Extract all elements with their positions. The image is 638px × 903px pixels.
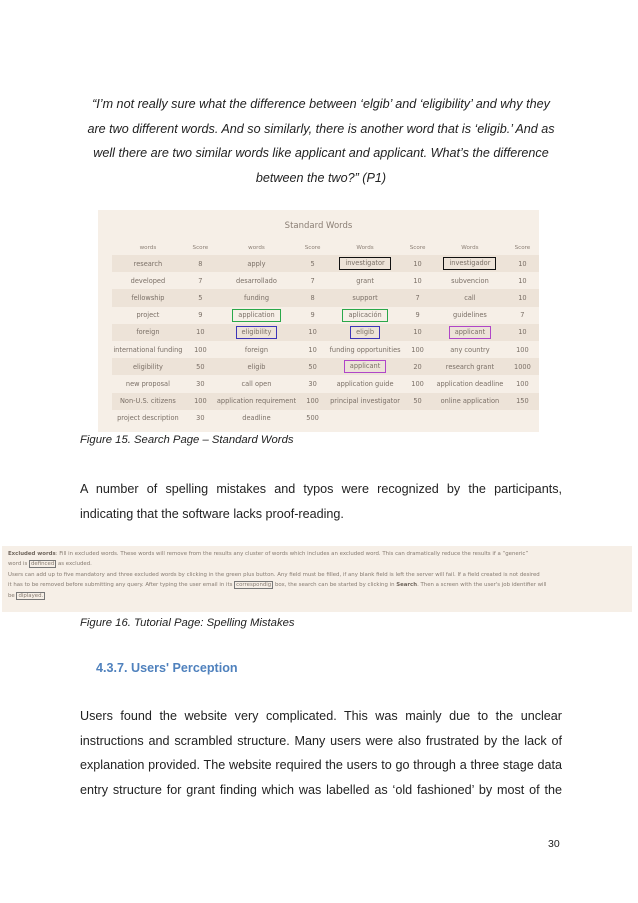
- table-cell: [401, 410, 434, 427]
- table-cell-highlighted: [434, 324, 506, 341]
- table-cell: eligibility: [112, 358, 184, 375]
- table-cell: call: [434, 289, 506, 306]
- tutorial-line: [8, 580, 626, 590]
- table-cell: 50: [184, 358, 217, 375]
- table-cell: Non-U.S. citizens: [112, 393, 184, 410]
- table-cell: 10: [184, 324, 217, 341]
- table-cell-highlighted: [329, 307, 401, 324]
- table-cell: 5: [296, 255, 329, 272]
- table-cell: application requirement: [217, 393, 296, 410]
- excluded-words-label: Excluded words: [8, 551, 56, 557]
- participant-quote: [80, 92, 562, 190]
- black-highlight-box: investigador: [443, 257, 496, 270]
- table-cell: deadline: [242, 414, 271, 423]
- table-cell: 10: [518, 276, 527, 285]
- table-row: [112, 324, 539, 341]
- standard-words-title: Standard Words: [284, 221, 353, 231]
- table-cell: 10: [308, 345, 317, 354]
- table-cell-highlighted: [217, 307, 296, 324]
- tutorial-text: word is: [8, 561, 29, 568]
- table-cell: [434, 410, 506, 427]
- table-cell: 10: [401, 255, 434, 272]
- column-header: Words: [461, 245, 479, 251]
- table-cell-highlighted: [329, 255, 401, 272]
- purple-highlight-box: applicant: [344, 360, 387, 373]
- paragraph-line: Users found the website very complicated. This was mainly due to the unclear: [80, 709, 562, 723]
- tutorial-text: . Then a screen with the user's job identifier will: [417, 582, 547, 589]
- table-cell: 100: [411, 345, 424, 354]
- table-row: [112, 307, 539, 324]
- table-cell: 1000: [506, 358, 539, 375]
- table-cell-highlighted: [329, 324, 401, 341]
- table-cell: 50: [296, 358, 329, 375]
- table-cell: 7: [520, 311, 525, 320]
- table-cell: grant: [356, 276, 374, 285]
- spelling-mistake-box: correspondig: [236, 582, 272, 589]
- table-cell: 30: [196, 414, 205, 423]
- table-cell-highlighted: [434, 255, 506, 272]
- figure-16-tutorial-page: [2, 546, 632, 612]
- table-cell: 10: [506, 255, 539, 272]
- table-cell: guidelines: [453, 311, 487, 320]
- table-cell: 7: [401, 289, 434, 306]
- table-cell: 10: [506, 324, 539, 341]
- quote-line: between the two?” (P1): [255, 170, 387, 185]
- column-header: words: [248, 245, 265, 251]
- table-cell: research: [112, 255, 184, 272]
- table-cell: 100: [411, 379, 424, 388]
- column-header: Score: [409, 245, 426, 251]
- table-cell: 30: [308, 379, 317, 388]
- table-cell: principal investigator: [329, 393, 401, 410]
- tutorial-text: : Fill in excluded words. These words will remove from the results any cluster of words which includes an excluded word. This can dramatically reduce the results if a “generic”: [55, 551, 529, 557]
- table-cell: call open: [241, 379, 272, 388]
- black-highlight-box: investigator: [339, 257, 390, 270]
- table-cell: 30: [196, 379, 205, 388]
- table-cell: 7: [198, 276, 203, 285]
- paragraph-line: instructions and scrambled structure. Many users were also frustrated by the lack of: [80, 733, 562, 748]
- paragraph-line: A number of spelling mistakes and typos were recognized by the participants,: [80, 482, 562, 496]
- figure-16-caption: Figure 16. Tutorial Page: Spelling Mistakes: [80, 617, 295, 629]
- table-cell-highlighted: [217, 324, 296, 341]
- table-cell-highlighted: [329, 358, 401, 375]
- table-cell: new proposal: [125, 379, 170, 388]
- table-cell: 10: [401, 324, 434, 341]
- table-cell: 150: [506, 393, 539, 410]
- paragraph-line: indicating that the software lacks proof-reading.: [80, 506, 344, 521]
- paragraph-line: entry structure for grant finding which was labelled as ‘old fashioned’ by most of the: [80, 782, 562, 797]
- figure-15-caption: Figure 15. Search Page – Standard Words: [80, 434, 294, 446]
- table-cell: 100: [184, 393, 217, 410]
- table-cell: online application: [434, 393, 506, 410]
- table-cell: desarrollado: [236, 276, 277, 285]
- table-cell: support: [329, 289, 401, 306]
- spelling-mistake-box: diplayed.: [18, 592, 44, 599]
- table-cell: [506, 410, 539, 427]
- tutorial-line: [8, 549, 626, 559]
- table-row: [112, 289, 539, 306]
- table-row: [112, 272, 539, 289]
- column-header: Score: [304, 245, 321, 251]
- table-cell: subvencion: [451, 276, 489, 285]
- tutorial-text: box, the search can be started by clicking in: [273, 582, 397, 589]
- purple-highlight-box: applicant: [449, 326, 492, 339]
- table-cell: 10: [413, 276, 422, 285]
- table-row: [112, 410, 539, 427]
- table-cell: application deadline: [436, 379, 504, 388]
- search-keyword: Search: [396, 582, 418, 589]
- page-number: 30: [548, 838, 560, 850]
- column-header: words: [139, 245, 157, 251]
- table-cell: foreign: [112, 324, 184, 341]
- standard-words-table: [112, 241, 539, 427]
- table-cell: 5: [184, 289, 217, 306]
- paragraph-spelling-mistakes: [80, 477, 562, 526]
- table-cell: apply: [217, 255, 296, 272]
- table-cell: research grant: [434, 358, 506, 375]
- column-header: Score: [514, 245, 531, 251]
- table-cell: 8: [184, 255, 217, 272]
- figure-15-standard-words: [98, 210, 539, 432]
- tutorial-text: be: [8, 592, 17, 599]
- table-cell: 10: [506, 289, 539, 306]
- section-heading: 4.3.7. Users' Perception: [96, 661, 238, 675]
- table-row: [112, 358, 539, 375]
- table-cell: 7: [310, 276, 315, 285]
- table-row: [112, 255, 539, 272]
- tutorial-text: it has to be removed before submitting any query. After typing the user email in its: [8, 582, 235, 589]
- tutorial-line: Users can add up to five mandatory and three excluded words by clicking in the green plus button. Any field must be filled, if any blank field is left the server will fail. If a field created is not desired: [8, 571, 540, 578]
- table-cell: funding opportunities: [329, 345, 401, 354]
- table-cell: project: [136, 311, 160, 320]
- table-cell: project description: [117, 414, 179, 423]
- table-cell: 20: [401, 358, 434, 375]
- table-cell: 10: [296, 324, 329, 341]
- table-cell: 8: [296, 289, 329, 306]
- table-row: [112, 341, 539, 358]
- table-row: [112, 393, 539, 410]
- table-cell: funding: [217, 289, 296, 306]
- table-cell: 9: [198, 311, 203, 320]
- table-cell: 100: [516, 345, 529, 354]
- tutorial-text: as excluded.: [56, 561, 92, 568]
- table-cell: fellowship: [112, 289, 184, 306]
- table-cell: 9: [310, 311, 315, 320]
- quote-line: “I’m not really sure what the difference between ‘elgib’ and ‘eligibility’ and why they: [92, 97, 550, 111]
- table-cell: 100: [516, 379, 529, 388]
- table-cell: eligib: [217, 358, 296, 375]
- column-header: Score: [192, 245, 209, 251]
- table-cell: 100: [194, 345, 207, 354]
- table-cell: application guide: [336, 379, 394, 388]
- table-cell: [329, 410, 401, 427]
- table-row: [112, 375, 539, 392]
- tutorial-line: [8, 559, 626, 569]
- green-highlight-box: application: [232, 309, 280, 322]
- paragraph-users-perception: [80, 704, 562, 802]
- table-cell: 100: [296, 393, 329, 410]
- spelling-mistake-box: definced: [30, 561, 55, 568]
- column-header: Words: [356, 245, 374, 251]
- table-cell: any country: [450, 345, 490, 354]
- table-cell: international funding: [113, 345, 183, 354]
- table-cell: developed: [130, 276, 166, 285]
- table-cell: 500: [306, 414, 319, 423]
- quote-line: well there are two similar words like applicant and applicant. What’s the difference: [93, 146, 549, 160]
- blue-highlight-box: eligib: [350, 326, 380, 339]
- table-cell: 9: [415, 311, 420, 320]
- quote-line: are two different words. And so similarly, there is another word that is ‘eligib.’ And as: [87, 121, 555, 136]
- table-header-row: [112, 241, 539, 255]
- table-cell: foreign: [244, 345, 269, 354]
- green-highlight-box: aplicación: [342, 309, 387, 322]
- paragraph-line: explanation provided. The website required the users to go through a three stage data: [80, 758, 562, 772]
- tutorial-line: [8, 591, 626, 601]
- blue-highlight-box: eligibility: [236, 326, 278, 339]
- table-cell: 50: [401, 393, 434, 410]
